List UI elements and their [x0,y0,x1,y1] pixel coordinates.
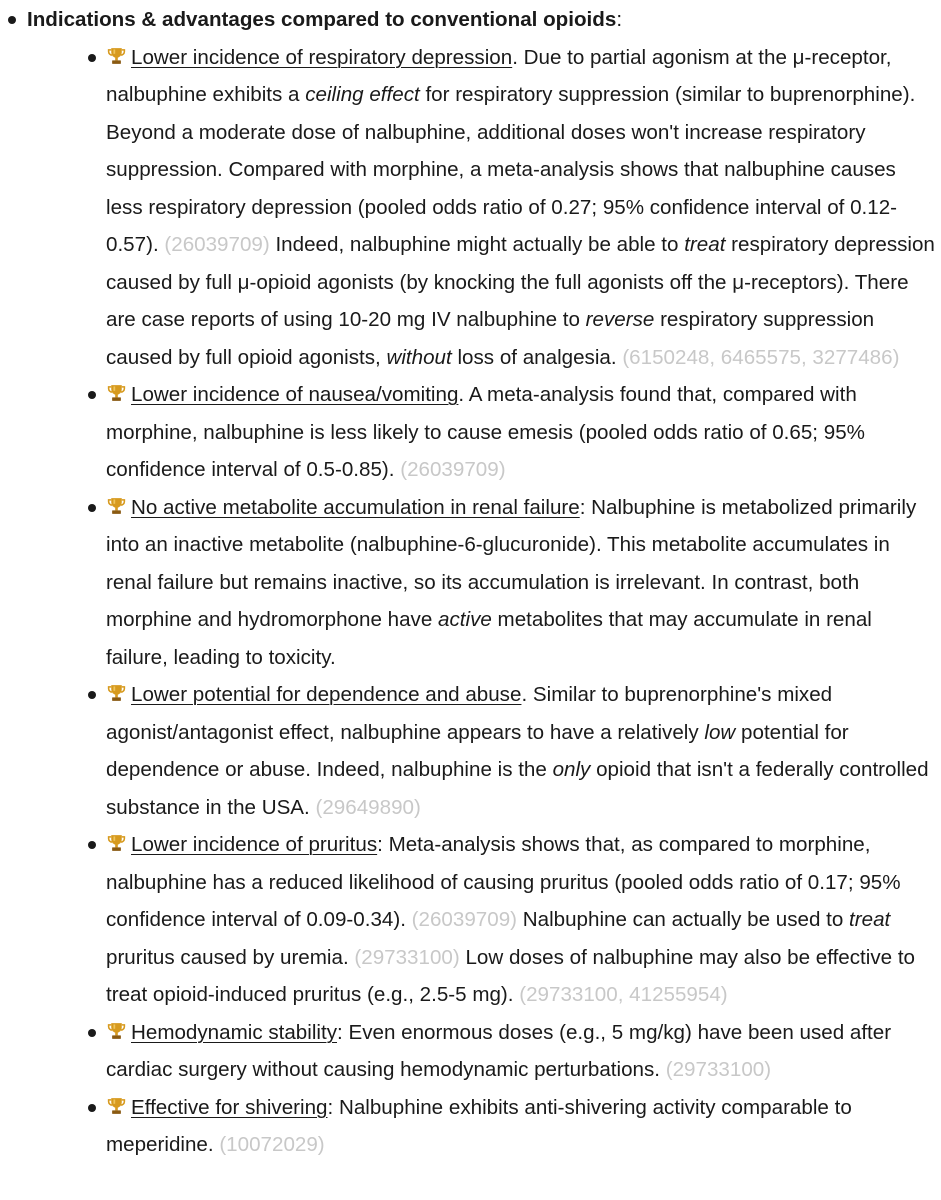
pubmed-reference: (6150248, 6465575, 3277486) [622,345,900,369]
pubmed-reference: (29733100) [354,945,460,969]
advantage-item [27,676,941,826]
body-text: metabolites that may accumulate in renal failure, leading to toxicity. [106,608,872,669]
top-list-item [0,1,941,1164]
pubmed-reference: (26039709) [400,458,506,481]
body-text: : Nalbuphine is metabolized primarily into an inactive metabolite (nalbuphine-6-glucuronide). This metabolite accumulates in renal failure but remains inactive, so its accumulation is irrelevant. In contrast, both morphine and hydromorphone have [106,495,917,631]
bullet-icon [88,504,96,512]
body-text: : Nalbuphine exhibits anti-shivering activity comparable to meperidine. [106,1095,852,1156]
bullet-icon [88,841,96,849]
trophy-icon [106,495,127,517]
bullet-icon [88,54,96,62]
body-text: for respiratory suppression (similar to buprenorphine). Beyond a moderate dose of nalbuphine, additional doses won't increase respiratory suppression. Compared with morphine, a meta-analysis shows that nalbuphine causes less respiratory depression (pooled odds ratio of 0.27; 95% confidence interval of 0.12-0.57). [106,83,916,256]
advantage-item [27,39,941,377]
trophy-icon [106,682,127,704]
advantage-item [27,489,941,677]
body-text: : Even enormous doses (e.g., 5 mg/kg) have been used after cardiac surgery without causing hemodynamic perturbations. [106,1020,892,1081]
body-text: respiratory suppression caused by full opioid agonists, [106,308,875,369]
emphasis-text: without [386,345,452,369]
advantage-title: Effective for shivering [131,1095,328,1119]
body-text: Nalbuphine can actually be used to [517,908,850,931]
bullet-icon [88,691,96,699]
heading-colon: : [616,8,623,31]
emphasis-text: low [704,720,736,744]
trophy-icon [106,382,127,404]
bullet-icon [88,1104,96,1112]
advantages-list [27,39,941,1164]
body-text: Indeed, nalbuphine might actually be able to [269,233,685,256]
emphasis-text: active [438,608,492,631]
pubmed-reference: (26039709) [164,233,270,256]
trophy-icon [106,1095,127,1117]
emphasis-text: only [552,758,591,781]
pubmed-reference: (29649890) [315,795,421,819]
trophy-icon [106,832,127,854]
advantage-title: Lower incidence of respiratory depression [131,45,513,69]
pubmed-reference: (29733100, 41255954) [519,983,728,1006]
emphasis-text: treat [849,908,891,931]
emphasis-text: reverse [585,308,655,331]
body-text: pruritus caused by uremia. [106,945,355,969]
advantage-item [27,826,941,1014]
body-text: loss of analgesia. [451,345,623,369]
body-text: respiratory depression caused by full μ-opioid agonists (by knocking the full agonists off the μ-receptors). There are case reports of using 10-20 mg IV nalbuphine to [106,233,935,331]
body-text: opioid that isn't a federally controlled substance in the USA. [106,758,929,819]
bullet-icon [8,16,16,24]
advantage-title: No active metabolite accumulation in renal failure [131,495,580,519]
body-text: . Due to partial agonism at the μ-receptor, nalbuphine exhibits a [106,45,892,106]
bullet-icon [88,391,96,399]
body-text: . A meta-analysis found that, compared with morphine, nalbuphine is less likely to cause emesis (pooled odds ratio of 0.65; 95% confidence interval of 0.5-0.85). [106,383,865,481]
advantage-item [27,1014,941,1089]
body-text: : Meta-analysis shows that, as compared to morphine, nalbuphine has a reduced likelihood of causing pruritus (pooled odds ratio of 0.17; 95% confidence interval of 0.09-0.34). [106,833,901,931]
pubmed-reference: (10072029) [219,1133,325,1156]
trophy-icon [106,1020,127,1042]
trophy-icon [106,45,127,67]
advantage-title: Lower potential for dependence and abuse [131,683,522,706]
emphasis-text: ceiling effect [305,83,420,106]
advantage-title: Lower incidence of nausea/vomiting [131,383,459,406]
body-text: Low doses of nalbuphine may also be effective to treat opioid-induced pruritus (e.g., 2.5-5 mg). [106,945,915,1006]
body-text: . Similar to buprenorphine's mixed agonist/antagonist effect, nalbuphine appears to have a relatively [106,683,833,744]
body-text: potential for dependence or abuse. Indeed, nalbuphine is the [106,720,849,781]
emphasis-text: treat [684,233,726,256]
advantage-title: Lower incidence of pruritus [131,833,378,856]
section-heading: Indications & advantages compared to conventional opioids [27,8,617,31]
pubmed-reference: (26039709) [411,908,518,931]
advantage-item [27,1089,941,1164]
advantage-item [27,376,941,489]
bullet-icon [88,1029,96,1037]
pubmed-reference: (29733100) [665,1058,772,1081]
advantage-title: Hemodynamic stability [131,1020,338,1044]
